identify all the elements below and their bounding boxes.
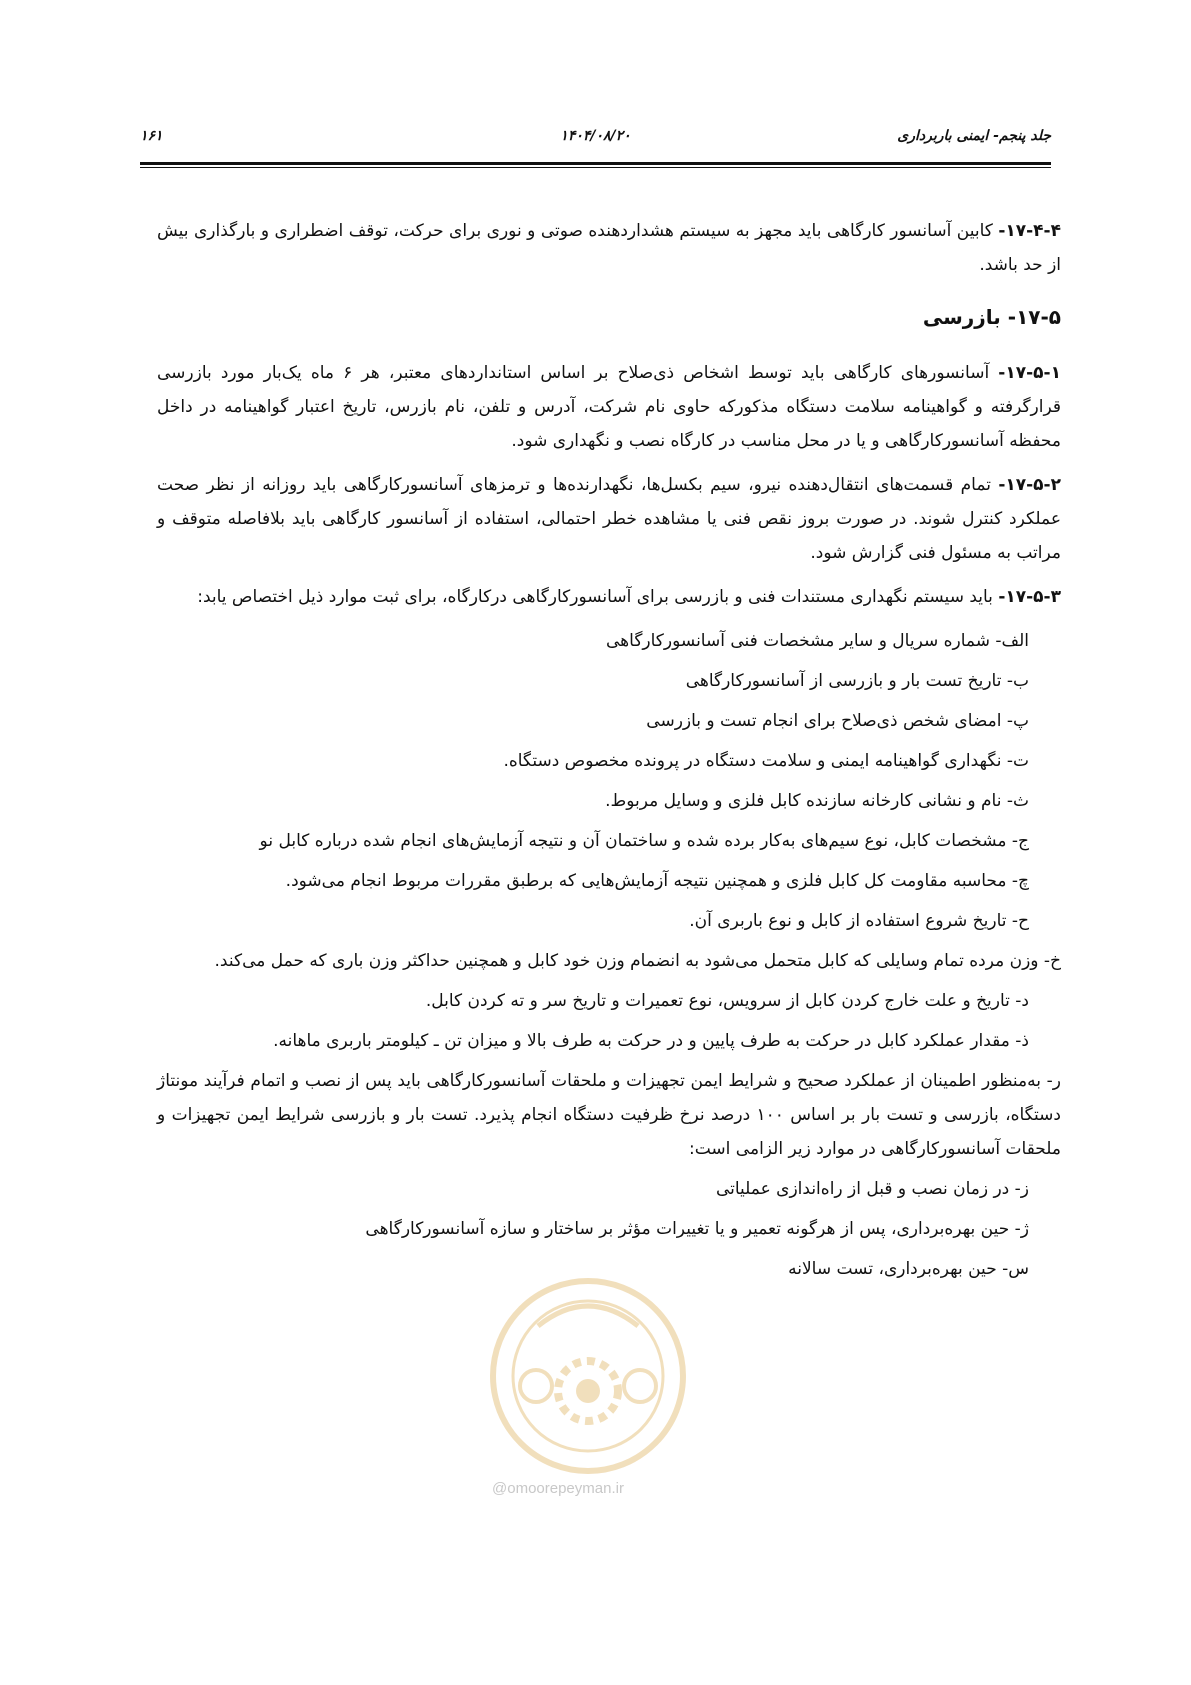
list-item: پ- امضای شخص ذی‌صلاح برای انجام تست و بازرسی	[646, 711, 1029, 731]
page-header	[140, 128, 1051, 158]
list-item: ژ- حین بهره‌برداری، پس از هرگونه تعمیر و یا تغییرات مؤثر بر ساختار و سازه آسانسورکارگاهی	[365, 1219, 1029, 1239]
list-item: ت- نگهداری گواهینامه ایمنی و سلامت دستگاه در پرونده مخصوص دستگاه.	[503, 751, 1029, 771]
paragraph-17-4-4	[157, 214, 1061, 282]
section-title-17-5: ۱۷-۵- بازرسی	[922, 305, 1061, 329]
clause-text: تمام قسمت‌های انتقال‌دهنده نیرو، سیم بکسل‌ها، نگهدارنده‌ها و ترمزهای آسانسورکارگاهی باید روزانه از نظر صحت عملکرد کنترل شوند. در صورت بروز نقص فنی یا مشاهده خطر احتمالی، استفاده از آسانسور کارگاهی باید بلافاصله متوقف و مراتب به مسئول فنی گزارش شود.	[157, 475, 1061, 563]
page-content	[157, 214, 1061, 1292]
paragraph-17-5-2	[157, 468, 1061, 570]
clause-text: باید سیستم نگهداری مستندات فنی و بازرسی برای آسانسورکارگاهی درکارگاه، برای ثبت موارد ذیل اختصاص یابد:	[197, 587, 999, 607]
header-rule-thin	[140, 167, 1051, 168]
clause-text: کابین آسانسور کارگاهی باید مجهز به سیستم هشداردهنده صوتی و نوری برای حرکت، توقف اضطراری و بارگذاری بیش از حد باشد.	[157, 221, 1061, 275]
list-item: الف- شماره سریال و سایر مشخصات فنی آسانسورکارگاهی	[606, 631, 1029, 651]
list-item: ج- مشخصات کابل، نوع سیم‌های به‌کار برده شده و ساختمان آن و نتیجه آزمایش‌های انجام شده درباره کابل نو	[259, 831, 1029, 851]
list-item: ز- در زمان نصب و قبل از راه‌اندازی عملیاتی	[715, 1179, 1029, 1199]
list-item: چ- محاسبه مقاومت کل کابل فلزی و همچنین نتیجه آزمایش‌هایی که برطبق مقررات مربوط انجام می‌شود.	[285, 871, 1029, 891]
paragraph-17-5-1	[157, 356, 1061, 458]
clause-number: ۱۷-۴-۴-	[998, 221, 1061, 241]
list-item: س- حین بهره‌برداری، تست سالانه	[788, 1259, 1029, 1279]
list-item: ث- نام و نشانی کارخانه سازنده کابل فلزی و وسایل مربوط.	[605, 791, 1029, 811]
watermark-text: @omoorepeyman.ir	[492, 1480, 624, 1497]
clause-number: ۱۷-۵-۲-	[998, 475, 1061, 495]
book-title: جلد پنجم- ایمنی باربرداری	[897, 128, 1051, 144]
list-item: ذ- مقدار عملکرد کابل در حرکت به طرف پایین و در حرکت به طرف بالا و میزان تن ـ کیلومتر باربری ماهانه.	[273, 1031, 1029, 1051]
clause-text: آسانسورهای کارگاهی باید توسط اشخاص ذی‌صلاح بر اساس استانداردهای معتبر، هر ۶ ماه یک‌بار مورد بازرسی قرارگرفته و گواهینامه سلامت دستگاه مذکورکه حاوی نام شرکت، آدرس و تلفن، نام بازرس، تاریخ اعتبار گواهینامه در داخل محفظه آسانسورکارگاهی و یا در محل مناسب در کارگاه نصب و نگهداری شود.	[157, 363, 1061, 451]
paragraph-17-5-3	[157, 580, 1061, 614]
list-item: د- تاریخ و علت خارج کردن کابل از سرویس، نوع تعمیرات و تاریخ سر و ته کردن کابل.	[425, 991, 1029, 1011]
header-rule-thick	[140, 162, 1051, 165]
page-number: ۱۶۱	[140, 128, 163, 144]
header-date: ۱۴۰۴/۰۸/۲۰	[560, 128, 631, 144]
list-item: ب- تاریخ تست بار و بازرسی از آسانسورکارگاهی	[685, 671, 1029, 691]
clause-number: ۱۷-۵-۳-	[998, 587, 1061, 607]
watermark-logo-icon	[468, 1266, 708, 1496]
list-item: ح- تاریخ شروع استفاده از کابل و نوع باربری آن.	[689, 911, 1029, 931]
list-item-r: ر- به‌منظور اطمینان از عملکرد صحیح و شرایط ایمن تجهیزات و ملحقات آسانسورکارگاهی باید پس از نصب و اتمام فرآیند مونتاژ دستگاه، بازرسی و تست بار بر اساس ۱۰۰ درصد نرخ ظرفیت دستگاه انجام پذیرد. تست بار و بازرسی شرایط ایمن تجهیزات و ملحقات آسانسورکارگاهی در موارد زیر الزامی است:	[157, 1071, 1061, 1159]
list-item-kh: خ- وزن مرده تمام وسایلی که کابل متحمل می‌شود به انضمام وزن خود کابل و همچنین حداکثر وزن باری که حمل می‌کند.	[214, 951, 1061, 971]
clause-number: ۱۷-۵-۱-	[998, 363, 1061, 383]
